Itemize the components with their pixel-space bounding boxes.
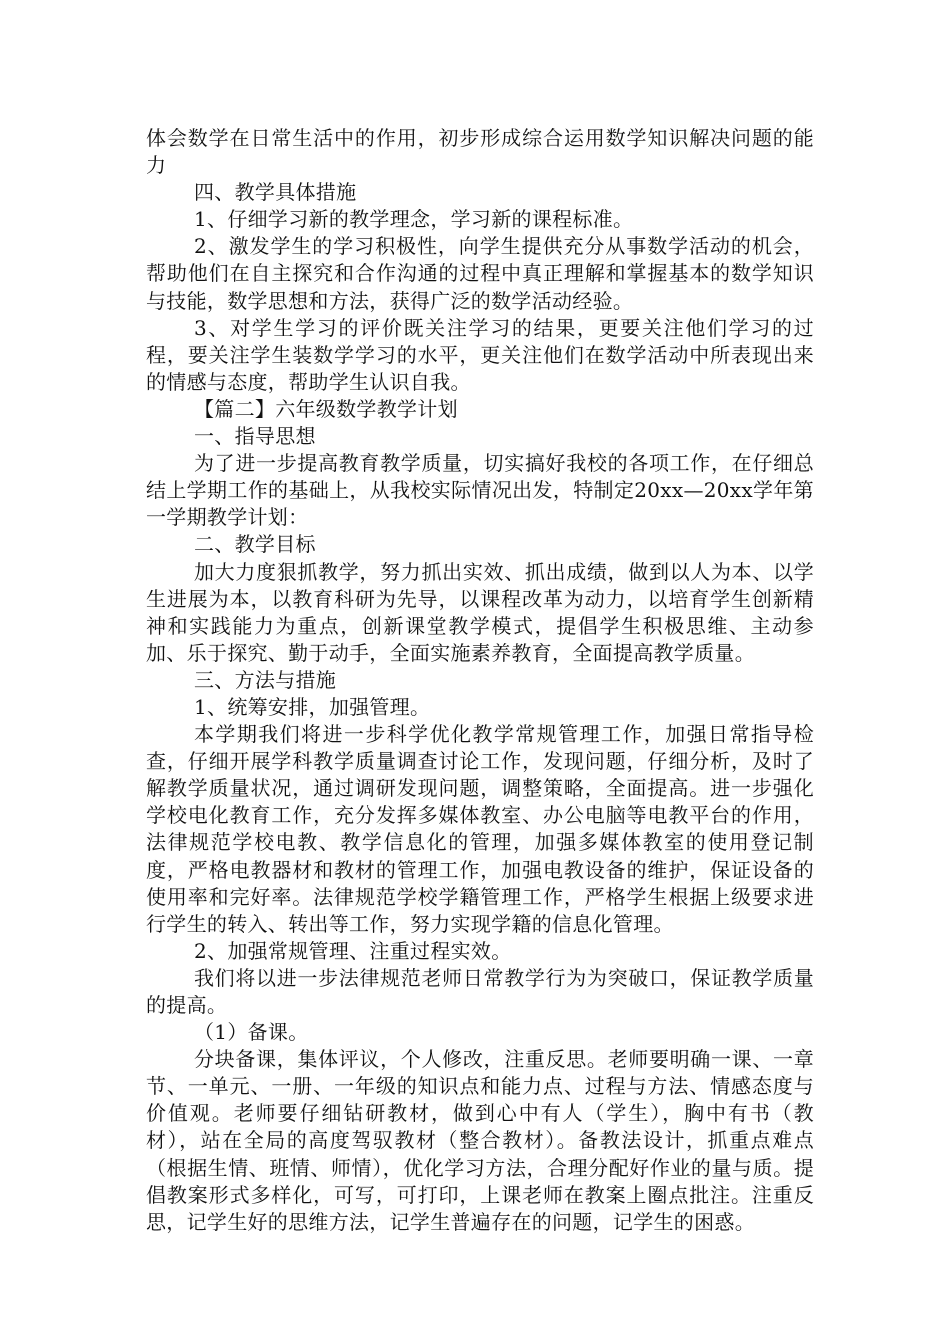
paragraph: 体会数学在日常生活中的作用，初步形成综合运用数学知识解决问题的能力: [146, 126, 814, 178]
paragraph: 分块备课，集体评议，个人修改，注重反思。老师要明确一课、一章节、一单元、一册、一年级的知识点和能力点、过程与方法、情感态度与价值观。老师要仔细钻研教材，做到心中有人（学生），胸中有书（教材），站在全局的高度驾驭教材（整合教材）。备教法设计，抓重点难点（根据生情、班情、师情），优化学习方法，合理分配好作业的量与质。提倡教案形式多样化，可写，可打印，上课老师在教案上圈点批注。注重反思，记学生好的思维方法，记学生普遍存在的问题，记学生的困惑。: [146, 1047, 814, 1234]
paragraph: 加大力度狠抓教学，努力抓出实效、抓出成绩，做到以人为本、以学生进展为本，以教育科研为先导，以课程改革为动力，以培育学生创新精神和实践能力为重点，创新课堂教学模式，提倡学生积极思维、主动参加、乐于探究、勤于动手，全面实施素养教育，全面提高教学质量。: [146, 559, 814, 665]
section-heading: 二、教学目标: [194, 532, 316, 557]
paragraph: 3、对学生学习的评价既关注学习的结果，更要关注他们学习的过程，要关注学生装数学学习的水平，更关注他们在数学活动中所表现出来的情感与态度，帮助学生认识自我。: [146, 315, 814, 394]
paragraph: 为了进一步提高教育教学质量，切实搞好我校的各项工作，在仔细总结上学期工作的基础上，从我校实际情况出发，特制定20xx—20xx学年第一学期教学计划：: [146, 451, 814, 530]
paragraph: 2、激发学生的学习积极性，向学生提供充分从事数学活动的机会，帮助他们在自主探究和合作沟通的过程中真正理解和掌握基本的数学知识与技能，数学思想和方法，获得广泛的数学活动经验。: [146, 234, 814, 313]
paragraph: 我们将以进一步法律规范老师日常教学行为为突破口，保证教学质量的提高。: [146, 965, 814, 1017]
article-title: 【篇二】六年级数学教学计划: [194, 396, 458, 421]
section-heading: 一、指导思想: [194, 424, 316, 449]
sub-heading: 2、加强常规管理、注重过程实效。: [194, 938, 512, 963]
document-body: [146, 125, 814, 1236]
section-heading: 三、方法与措施: [194, 667, 337, 692]
section-heading: 四、教学具体措施: [194, 180, 357, 205]
sub-heading: （1）备课。: [194, 1020, 309, 1045]
sub-heading: 1、统筹安排，加强管理。: [194, 694, 431, 719]
paragraph: 本学期我们将进一步科学优化教学常规管理工作，加强日常指导检查，仔细开展学科教学质量调查讨论工作，发现问题，仔细分析，及时了解教学质量状况，通过调研发现问题，调整策略，全面提高。进一步强化学校电化教育工作，充分发挥多媒体教室、办公电脑等电教平台的作用，法律规范学校电教、教学信息化的管理，加强多媒体教室的使用登记制度，严格电教器材和教材的管理工作，加强电教设备的维护，保证设备的使用率和完好率。法律规范学校学籍管理工作，严格学生根据上级要求进行学生的转入、转出等工作，努力实现学籍的信息化管理。: [146, 722, 814, 936]
paragraph: 1、仔细学习新的教学理念，学习新的课程标准。: [194, 207, 634, 232]
